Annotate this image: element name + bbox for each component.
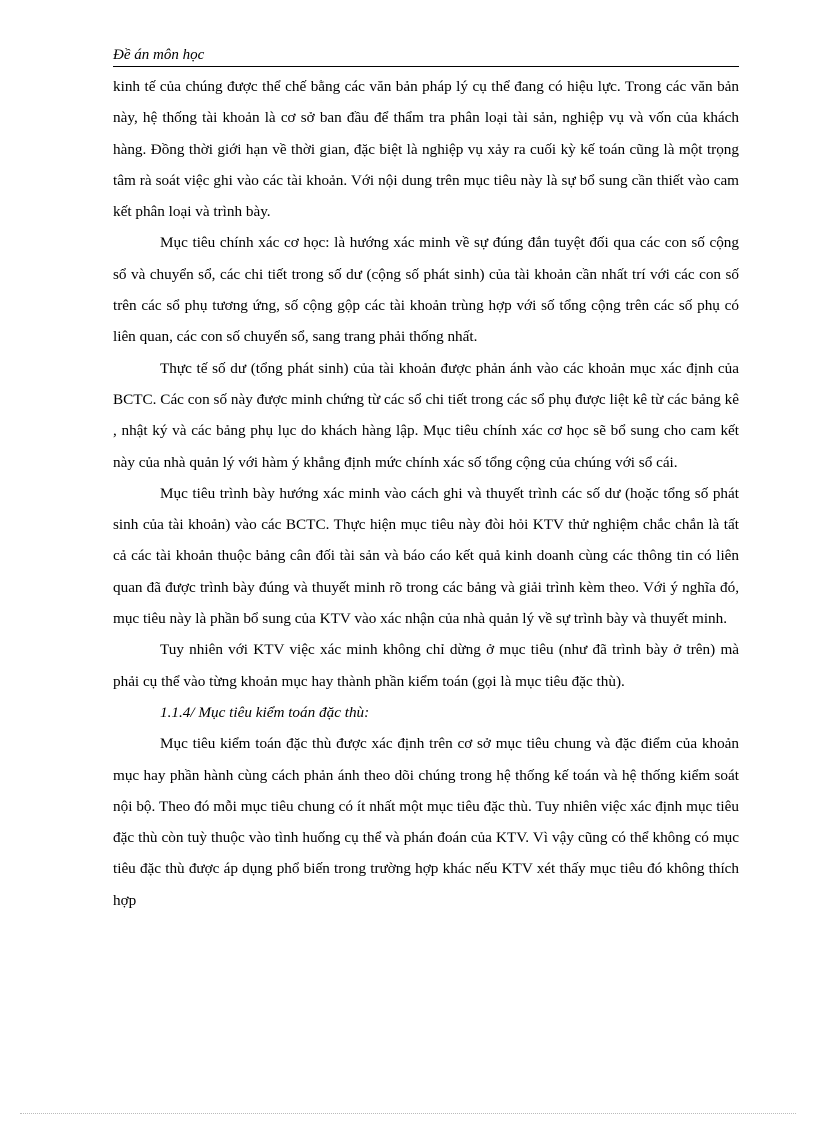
- paragraph-presentation-goal: Mục tiêu trình bày hướng xác minh vào cách ghi và thuyết trình các số dư (hoặc tổng số phát sinh của tài khoản) vào các BCTC. Thực hiện mục tiêu này đòi hỏi KTV thử nghiệm chắc chắn là tất cả các tài khoản thuộc bảng cân đối tài sản và báo cáo kết quả kinh doanh cùng các thông tin có liên quan đã được trình bày đúng và thuyết minh rõ trong các bảng và giải trình kèm theo. Với ý nghĩa đó, mục tiêu này là phần bổ sung của KTV vào xác nhận của nhà quản lý về sự trình bày và thuyết minh.: [113, 484, 739, 628]
- paragraph-mechanical-accuracy: Mục tiêu chính xác cơ học: là hướng xác minh về sự đúng đắn tuyệt đối qua các con số cộng sổ và chuyển sổ, các chi tiết trong số dư (cộng số phát sinh) của tài khoản cần nhất trí với các con số trên các sổ phụ tương ứng, số cộng gộp các tài khoản trùng hợp với số tổng cộng trên các số phụ có liên quan, các con số chuyển sổ, sang trang phải thống nhất.: [113, 234, 739, 346]
- paragraph-specific-intro: Tuy nhiên với KTV việc xác minh không chỉ dừng ở mục tiêu (như đã trình bày ở trên) mà phải cụ thể vào từng khoản mục hay thành phần kiểm toán (gọi là mục tiêu đặc thù).: [113, 641, 739, 690]
- paragraph-continued: kinh tế của chúng được thể chế bằng các văn bản pháp lý cụ thể đang có hiệu lực. Trong các văn bản này, hệ thống tài khoản là cơ sở ban đầu để thẩm tra phân loại tài sản, nghiệp vụ và vốn của khách hàng. Đồng thời giới hạn về thời gian, đặc biệt là nghiệp vụ xảy ra cuối kỳ kế toán cũng là một trọng tâm rà soát việc ghi vào các tài khoản. Với nội dung trên mục tiêu này là sự bổ sung cần thiết vào cam kết phân loại và trình bày.: [113, 78, 739, 221]
- paragraph-specific-goals: Mục tiêu kiểm toán đặc thù được xác định trên cơ sở mục tiêu chung và đặc điểm của khoản mục hay phần hành cùng cách phản ánh theo dõi chúng trong hệ thống kế toán và hệ thống kiểm soát nội bộ. Theo đó mỗi mục tiêu chung có ít nhất một mục tiêu đặc thù. Tuy nhiên việc xác định mục tiêu đặc thù còn tuỳ thuộc vào tình huống cụ thể và phán đoán của KTV. Vì vậy cũng có thể không có mục tiêu đặc thù được áp dụng phổ biến trong trường hợp khác nếu KTV xét thấy mục tiêu đó không thích hợp: [113, 735, 739, 909]
- header-title: Đề án môn học: [113, 47, 205, 63]
- section-heading: 1.1.4/ Mục tiêu kiểm toán đặc thù:: [160, 703, 370, 721]
- page-header: [113, 46, 739, 67]
- document-body: [113, 71, 739, 916]
- paragraph-balance-reality: Thực tế số dư (tổng phát sinh) của tài khoản được phản ánh vào các khoản mục xác định của BCTC. Các con số này được minh chứng từ các sổ chi tiết trong các sổ phụ được liệt kê từ các bảng kê , nhật ký và các bảng phụ lục do khách hàng lập. Mục tiêu chính xác cơ học sẽ bổ sung cho cam kết này của nhà quản lý với hàm ý khẳng định mức chính xác số tổng cộng của chúng với sổ cái.: [113, 359, 739, 471]
- footer-divider: [20, 1113, 796, 1114]
